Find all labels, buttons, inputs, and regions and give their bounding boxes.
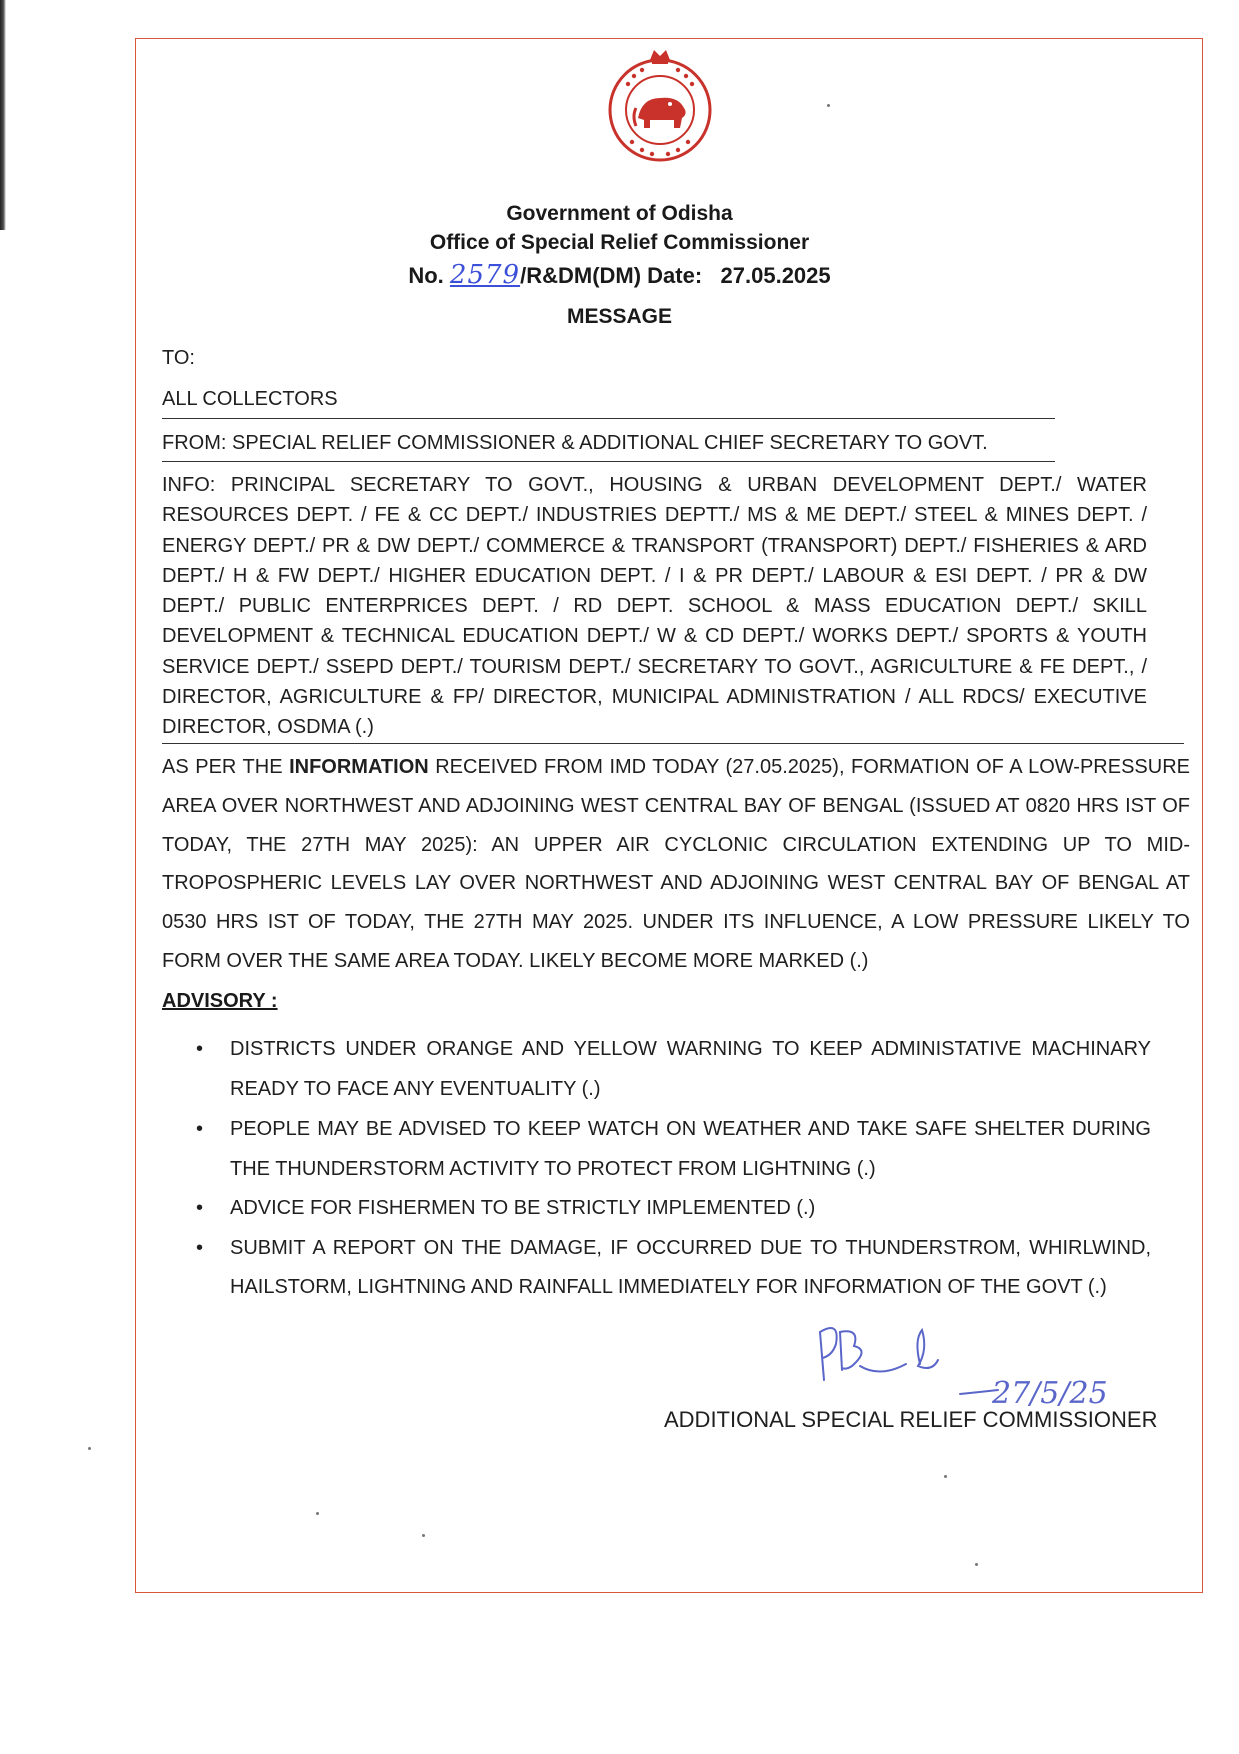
to-recipients: ALL COLLECTORS xyxy=(162,388,338,410)
advisory-heading: ADVISORY : xyxy=(162,990,278,1012)
advisory-list xyxy=(196,1030,1151,1308)
info-recipients-paragraph: INFO: PRINCIPAL SECRETARY TO GOVT., HOUSING & URBAN DEVELOPMENT DEPT./ WATER RESOURCES DEPT. / FE & CC DEPT./ INDUSTRIES DEPTT./ MS & ME DEPT./ STEEL & MINES DEPT. / ENERGY DEPT./ PR & DW DEPT./ COMMERCE & TRANSPORT (TRANSPORT) DEPT./ FISHERIES & ARD DEPT./ H & FW DEPT./ HIGHER EDUCATION DEPT. / I & PR DEPT./ LABOUR & ESI DEPT. / PR & DW DEPT./ PUBLIC ENTERPRICES DEPT. / RD DEPT. SCHOOL & MASS EDUCATION DEPT./ SKILL DEVELOPMENT & TECHNICAL EDUCATION DEPT./ W & CD DEPT./ WORKS DEPT./ SPORTS & YOUTH SERVICE DEPT./ SSEPD DEPT./ TOURISM DEPT./ SECRETARY TO GOVT., AGRICULTURE & FE DEPT., / DIRECTOR, AGRICULTURE & FP/ DIRECTOR, MUNICIPAL ADMINISTRATION / ALL RDCS/ EXECUTIVE DIRECTOR, OSDMA (.) xyxy=(162,474,1147,739)
scan-speck xyxy=(422,1534,425,1537)
advisory-item: • SUBMIT A REPORT ON THE DAMAGE, IF OCCURRED DUE TO THUNDERSTROM, WHIRLWIND, HAILSTORM, LIGHTNING AND RAINFALL IMMEDIATELY FOR INFORMATION OF THE GOVT (.) xyxy=(196,1229,1151,1308)
bullet-icon: • xyxy=(196,1236,204,1259)
body-lead: AS PER THE xyxy=(162,756,290,778)
bullet-icon: • xyxy=(196,1038,204,1060)
body-bold-information: INFORMATION xyxy=(289,756,429,778)
scan-speck xyxy=(944,1475,947,1478)
scan-edge-shadow xyxy=(0,0,6,230)
advisory-item: • DISTRICTS UNDER ORANGE AND YELLOW WARNING TO KEEP ADMINISTATIVE MACHINARY READY TO FACE ANY EVENTUALITY (.) xyxy=(196,1030,1151,1109)
reference-number-line xyxy=(0,260,1239,290)
signature-date: 27/5/25 xyxy=(992,1376,1108,1411)
to-label: TO: xyxy=(162,347,195,369)
body-rest: RECEIVED FROM IMD TODAY (27.05.2025), FORMATION OF A LOW-PRESSURE AREA OVER NORTHWEST AND ADJOINING WEST CENTRAL BAY OF BENGAL (ISSUED AT 0820 HRS IST OF TODAY, THE 27TH MAY 2025): AN UPPER AIR CYCLONIC CIRCULATION EXTENDING UP TO MID-TROPOSPHERIC LEVELS LAY OVER NORTHWEST AND ADJOINING WEST CENTRAL BAY OF BENGAL AT 0530 HRS IST OF TODAY, THE 27TH MAY 2025. UNDER ITS INFLUENCE, A LOW PRESSURE LIKELY TO FORM OVER THE SAME AREA TODAY. LIKELY BECOME MORE MARKED (.) xyxy=(162,756,1190,972)
message-title: MESSAGE xyxy=(566,305,673,328)
bullet-icon: • xyxy=(196,1118,204,1140)
scan-speck xyxy=(88,1447,91,1450)
divider-line xyxy=(162,418,1055,419)
signatory-title: ADDITIONAL SPECIAL RELIEF COMMISSIONER xyxy=(664,1407,1158,1432)
odisha-emblem-icon xyxy=(598,42,722,166)
scan-speck xyxy=(316,1512,319,1515)
reference-prefix: No. xyxy=(408,263,444,288)
bullet-icon: • xyxy=(196,1197,204,1219)
reference-suffix-date: /R&DM(DM) Date: 27.05.2025 xyxy=(520,263,831,288)
handwritten-signature xyxy=(810,1310,1150,1420)
divider-line xyxy=(162,743,1184,744)
scan-speck xyxy=(827,104,830,107)
from-line: FROM: SPECIAL RELIEF COMMISSIONER & ADDITIONAL CHIEF SECRETARY TO GOVT. xyxy=(162,432,988,454)
advisory-item: • ADVICE FOR FISHERMEN TO BE STRICTLY IMPLEMENTED (.) xyxy=(196,1189,1151,1229)
scan-speck xyxy=(975,1563,978,1566)
handwritten-reference-number: 2579 xyxy=(449,260,521,290)
header-government: Government of Odisha xyxy=(506,202,733,225)
divider-line xyxy=(162,461,1055,462)
body-paragraph xyxy=(162,748,1190,981)
header-office: Office of Special Relief Commissioner xyxy=(429,231,810,254)
advisory-item: • PEOPLE MAY BE ADVISED TO KEEP WATCH ON WEATHER AND TAKE SAFE SHELTER DURING THE THUNDERSTORM ACTIVITY TO PROTECT FROM LIGHTNING (.) xyxy=(196,1110,1151,1189)
